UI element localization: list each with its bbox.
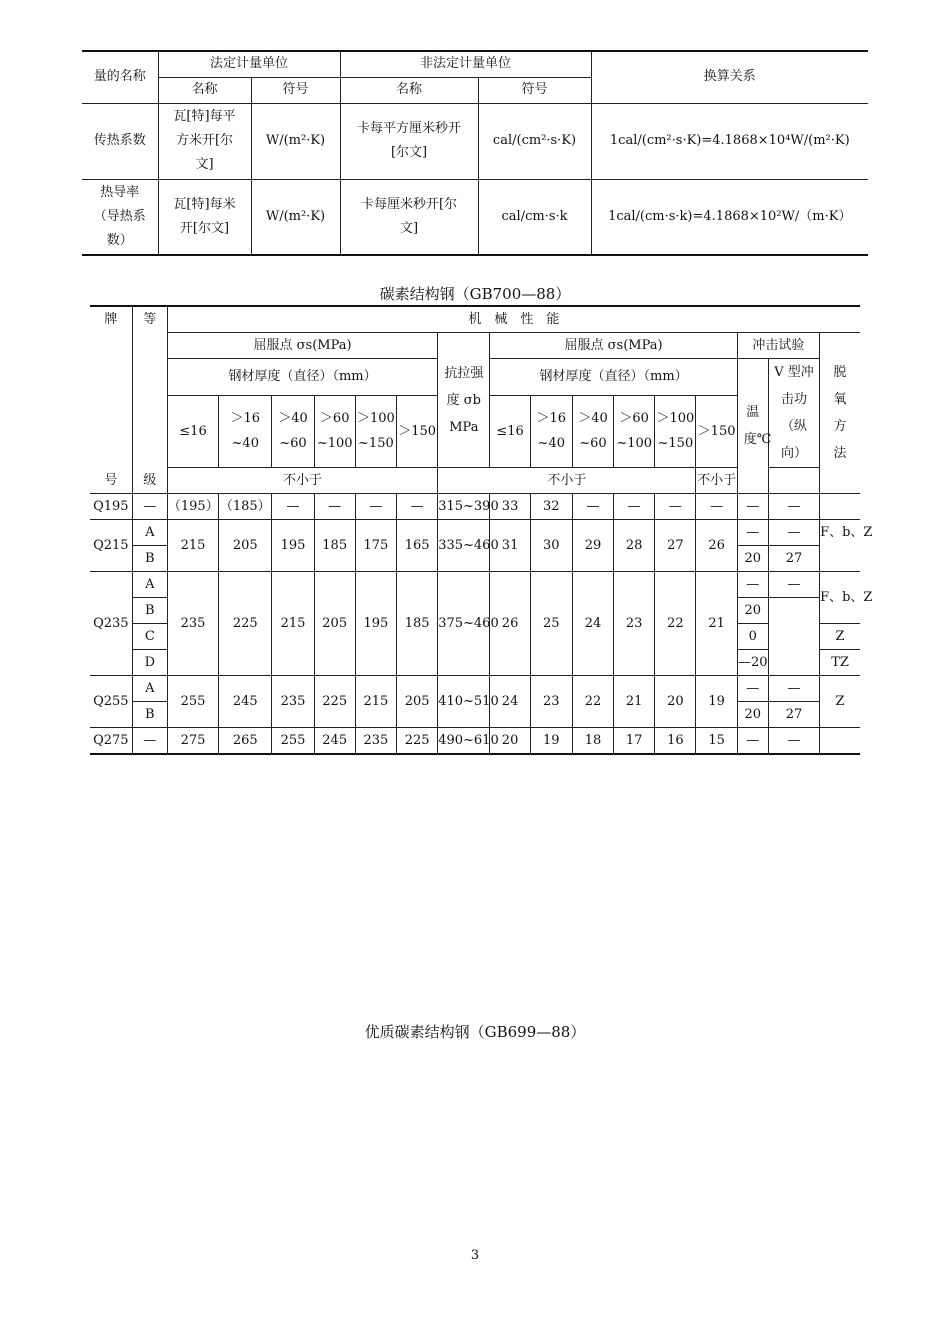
elongation-header: 屈服点 σs(MPa) [490, 333, 737, 359]
grade-cell: Q275 [90, 728, 132, 755]
legal-name-cell: 瓦[特]每平方米开[尔文] [158, 103, 251, 179]
tensile-cell: 410~510 [438, 676, 490, 728]
table-row [90, 676, 860, 702]
value-cell: 27 [655, 520, 696, 572]
range-header: ＞40 ~60 [572, 395, 613, 467]
value-cell: 23 [530, 676, 572, 728]
value-cell: 195 [355, 572, 396, 676]
mechanical-properties-header: 机 械 性 能 [167, 306, 860, 333]
grade-cell: Q195 [90, 494, 132, 520]
legal-symbol-cell: W/(m²·K) [251, 179, 340, 255]
tensile-cell: 375~460 [438, 572, 490, 676]
value-cell: — [314, 494, 355, 520]
value-cell: 255 [272, 728, 314, 755]
nonlegal-symbol-cell: cal/(cm²·s·K) [478, 103, 591, 179]
temperature-cell: — [737, 676, 768, 702]
impact-cell: 27 [768, 546, 819, 572]
value-cell: 185 [397, 572, 438, 676]
header-conversion: 换算关系 [591, 51, 868, 103]
value-cell: 225 [219, 572, 272, 676]
value-cell: 215 [272, 572, 314, 676]
value-cell: 215 [167, 520, 218, 572]
nonlegal-name-cell: 卡每厘米秒开[尔文] [340, 179, 478, 255]
tensile-cell: 490~610 [438, 728, 490, 755]
class-cell: D [132, 650, 167, 676]
table-row [90, 494, 860, 520]
value-cell: 235 [355, 728, 396, 755]
temperature-cell: 20 [737, 702, 768, 728]
class-header: 级 [132, 468, 167, 494]
grade-cell: Q255 [90, 676, 132, 728]
class-cell: — [132, 494, 167, 520]
legal-symbol-cell: W/(m²·K) [251, 103, 340, 179]
temperature-cell: 20 [737, 546, 768, 572]
quantity-cell: 传热系数 [82, 103, 158, 179]
temperature-cell: —20 [737, 650, 768, 676]
tensile-strength-header: 抗拉强度 σb MPa [438, 333, 490, 468]
page-number: 3 [470, 1248, 480, 1263]
table-row [82, 179, 868, 255]
header-non-legal-unit: 非法定计量单位 [340, 51, 591, 77]
temperature-cell: — [737, 494, 768, 520]
impact-test-header: 冲击试验 [737, 333, 819, 359]
value-cell: 30 [530, 520, 572, 572]
impact-cell: — [768, 728, 819, 755]
value-cell: 205 [397, 676, 438, 728]
deoxidation-header: 脱氧方法 [820, 333, 860, 494]
value-cell: 16 [655, 728, 696, 755]
quantity-cell: 热导率（导热系数） [82, 179, 158, 255]
class-header: 等 [132, 306, 167, 333]
table-row [90, 520, 860, 546]
value-cell: 165 [397, 520, 438, 572]
value-cell: 21 [614, 676, 655, 728]
impact-cell: — [768, 494, 819, 520]
range-header: ＞40 ~60 [272, 395, 314, 467]
header-legal-unit: 法定计量单位 [158, 51, 340, 77]
class-cell: A [132, 520, 167, 546]
class-cell: C [132, 624, 167, 650]
value-cell: 26 [696, 520, 737, 572]
yield-point-header: 屈服点 σs(MPa) [167, 333, 437, 359]
value-cell: （185） [219, 494, 272, 520]
grade-header: 号 [90, 468, 132, 494]
class-cell: B [132, 598, 167, 624]
impact-cell: — [768, 572, 819, 598]
range-header: ＞100 ~150 [355, 395, 396, 467]
conversion-cell: 1cal/(cm²·s·K)=4.1868×10⁴W/(m²·K) [591, 103, 868, 179]
value-cell: — [397, 494, 438, 520]
not-less-than: 不小于 [438, 468, 696, 494]
value-cell: 275 [167, 728, 218, 755]
value-cell: 225 [314, 676, 355, 728]
legal-name-cell: 瓦[特]每米开[尔文] [158, 179, 251, 255]
value-cell: 20 [655, 676, 696, 728]
grade-cell: Q215 [90, 520, 132, 572]
table-row [90, 572, 860, 598]
class-cell: A [132, 676, 167, 702]
conversion-cell: 1cal/(cm·s·k)=4.1868×10²W/（m·K） [591, 179, 868, 255]
value-cell: 205 [314, 572, 355, 676]
v-notch-header: V 型冲击功（纵向） [768, 359, 819, 468]
value-cell: 26 [490, 572, 530, 676]
impact-cell: — [768, 676, 819, 702]
not-less-than: 不小于 [167, 468, 437, 494]
value-cell: 205 [219, 520, 272, 572]
grade-cell: Q235 [90, 572, 132, 676]
header-quantity-name: 量的名称 [82, 51, 158, 103]
range-header: ＞16 ~40 [219, 395, 272, 467]
value-cell: 195 [272, 520, 314, 572]
value-cell: 23 [614, 572, 655, 676]
header-symbol: 符号 [251, 77, 340, 103]
deoxidation-cell: Z [820, 676, 860, 728]
temperature-header: 温度℃ [737, 359, 768, 494]
grade-header: 牌 [90, 306, 132, 333]
value-cell: 28 [614, 520, 655, 572]
tensile-cell: 335~460 [438, 520, 490, 572]
header-name: 名称 [158, 77, 251, 103]
value-cell: 25 [530, 572, 572, 676]
range-header: ≤16 [490, 395, 530, 467]
impact-cell: 27 [768, 702, 819, 728]
deoxidation-cell: TZ [820, 650, 860, 676]
class-cell: B [132, 702, 167, 728]
range-header: ≤16 [167, 395, 218, 467]
value-cell: 32 [530, 494, 572, 520]
value-cell: — [614, 494, 655, 520]
nonlegal-name-cell: 卡每平方厘米秒开[尔文] [340, 103, 478, 179]
value-cell: 29 [572, 520, 613, 572]
value-cell: 18 [572, 728, 613, 755]
impact-cell: — [768, 520, 819, 546]
temperature-cell: 0 [737, 624, 768, 650]
deoxidation-cell: Z [820, 624, 860, 650]
thickness-header: 钢材厚度（直径）（mm） [167, 359, 437, 396]
value-cell: — [655, 494, 696, 520]
value-cell: 20 [490, 728, 530, 755]
value-cell: 24 [490, 676, 530, 728]
value-cell: 19 [696, 676, 737, 728]
value-cell: — [272, 494, 314, 520]
range-header: ＞100 ~150 [655, 395, 696, 467]
thickness-header: 钢材厚度（直径）（mm） [490, 359, 737, 396]
value-cell: 255 [167, 676, 218, 728]
value-cell: 24 [572, 572, 613, 676]
temperature-cell: — [737, 572, 768, 598]
unit-conversion-table [82, 50, 868, 256]
class-cell: A [132, 572, 167, 598]
not-less-than: 不小于 [696, 468, 737, 494]
header-name: 名称 [340, 77, 478, 103]
carbon-steel-table [90, 305, 873, 755]
value-cell: 33 [490, 494, 530, 520]
value-cell: 19 [530, 728, 572, 755]
tensile-cell: 315~390 [438, 494, 490, 520]
class-cell: — [132, 728, 167, 755]
deoxidation-cell: F、b、Z [820, 572, 860, 624]
nonlegal-symbol-cell: cal/cm·s·k [478, 179, 591, 255]
range-header: ＞16 ~40 [530, 395, 572, 467]
value-cell: 215 [355, 676, 396, 728]
value-cell: 245 [314, 728, 355, 755]
range-header: ＞150 [696, 395, 737, 467]
value-cell: 245 [219, 676, 272, 728]
range-header: ＞150 [397, 395, 438, 467]
value-cell: 235 [167, 572, 218, 676]
value-cell: — [355, 494, 396, 520]
value-cell: 22 [572, 676, 613, 728]
value-cell: 265 [219, 728, 272, 755]
section-title: 碳素结构钢（GB700—88） [379, 285, 571, 303]
value-cell: 17 [614, 728, 655, 755]
value-cell: 21 [696, 572, 737, 676]
range-header: ＞60 ~100 [314, 395, 355, 467]
temperature-cell: — [737, 520, 768, 546]
value-cell: — [572, 494, 613, 520]
value-cell: 31 [490, 520, 530, 572]
deoxidation-cell: F、b、Z [820, 520, 860, 546]
value-cell: 175 [355, 520, 396, 572]
temperature-cell: — [737, 728, 768, 755]
value-cell: 22 [655, 572, 696, 676]
table-row [82, 103, 868, 179]
value-cell: 15 [696, 728, 737, 755]
range-header: ＞60 ~100 [614, 395, 655, 467]
value-cell: （195） [167, 494, 218, 520]
value-cell: 225 [397, 728, 438, 755]
class-cell: B [132, 546, 167, 572]
table-row [90, 728, 860, 755]
value-cell: 185 [314, 520, 355, 572]
header-symbol: 符号 [478, 77, 591, 103]
value-cell: 235 [272, 676, 314, 728]
temperature-cell: 20 [737, 598, 768, 624]
value-cell: — [696, 494, 737, 520]
section-title: 优质碳素结构钢（GB699—88） [364, 1023, 586, 1041]
